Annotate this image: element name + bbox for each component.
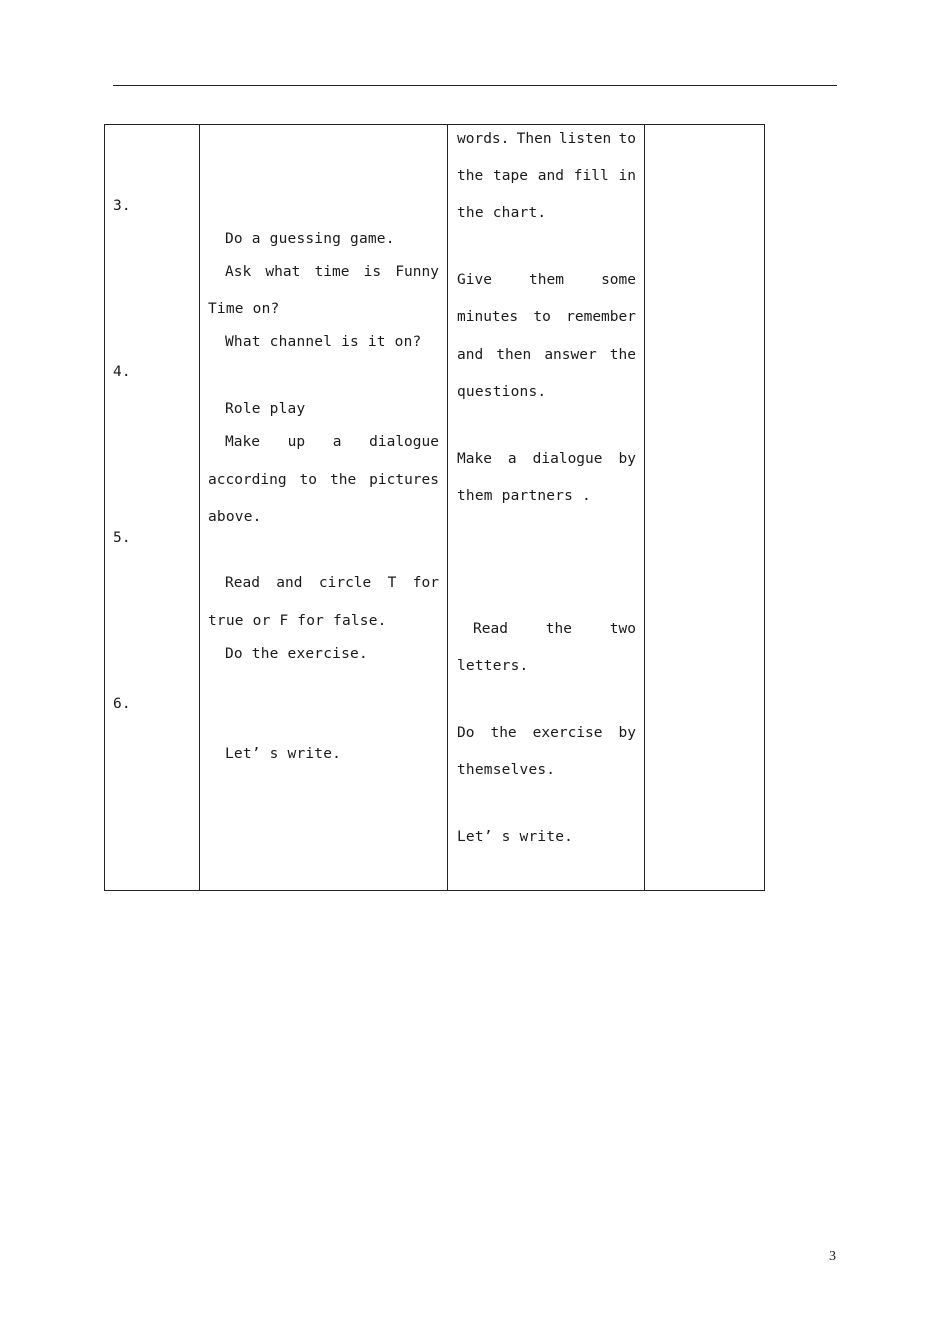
- lesson-table: [104, 124, 765, 891]
- activity-text: true or F for false.: [208, 613, 387, 629]
- student-text: letters.: [457, 658, 529, 674]
- activity-text: Make up a dialogue: [225, 434, 439, 450]
- activity-text: Read and circle T for: [225, 575, 439, 591]
- column-divider: [199, 125, 200, 890]
- activity-text: Ask what time is Funny: [225, 264, 439, 280]
- student-text: Make a dialogue by: [457, 451, 636, 467]
- student-text: Do the exercise by: [457, 725, 636, 741]
- step-number: 5.: [113, 530, 131, 546]
- activity-text: according to the pictures: [208, 472, 439, 488]
- student-text: words. Then listen to: [457, 131, 636, 147]
- activity-text: Do the exercise.: [225, 646, 368, 662]
- activity-text: What channel is it on?: [225, 334, 422, 350]
- activity-text: above.: [208, 509, 262, 525]
- student-text: them partners .: [457, 488, 591, 504]
- student-text: minutes to remember: [457, 309, 636, 325]
- page-number: 3: [829, 1249, 836, 1264]
- step-number: 4.: [113, 364, 131, 380]
- step-number: 3.: [113, 198, 131, 214]
- header-rule: [113, 85, 837, 86]
- activity-text: Do a guessing game.: [225, 231, 395, 247]
- column-divider: [644, 125, 645, 890]
- student-text: the chart.: [457, 205, 547, 221]
- student-text: Let’ s write.: [457, 829, 574, 845]
- student-text: Read the two: [473, 621, 636, 637]
- activity-text: Time on?: [208, 301, 280, 317]
- student-text: and then answer the: [457, 347, 636, 363]
- activity-text: Role play: [225, 401, 306, 417]
- student-text: themselves.: [457, 762, 556, 778]
- student-text: questions.: [457, 384, 547, 400]
- student-text: the tape and fill in: [457, 168, 636, 184]
- student-text: Give them some: [457, 272, 636, 288]
- column-divider: [447, 125, 448, 890]
- step-number: 6.: [113, 696, 131, 712]
- activity-text: Let’ s write.: [225, 746, 342, 762]
